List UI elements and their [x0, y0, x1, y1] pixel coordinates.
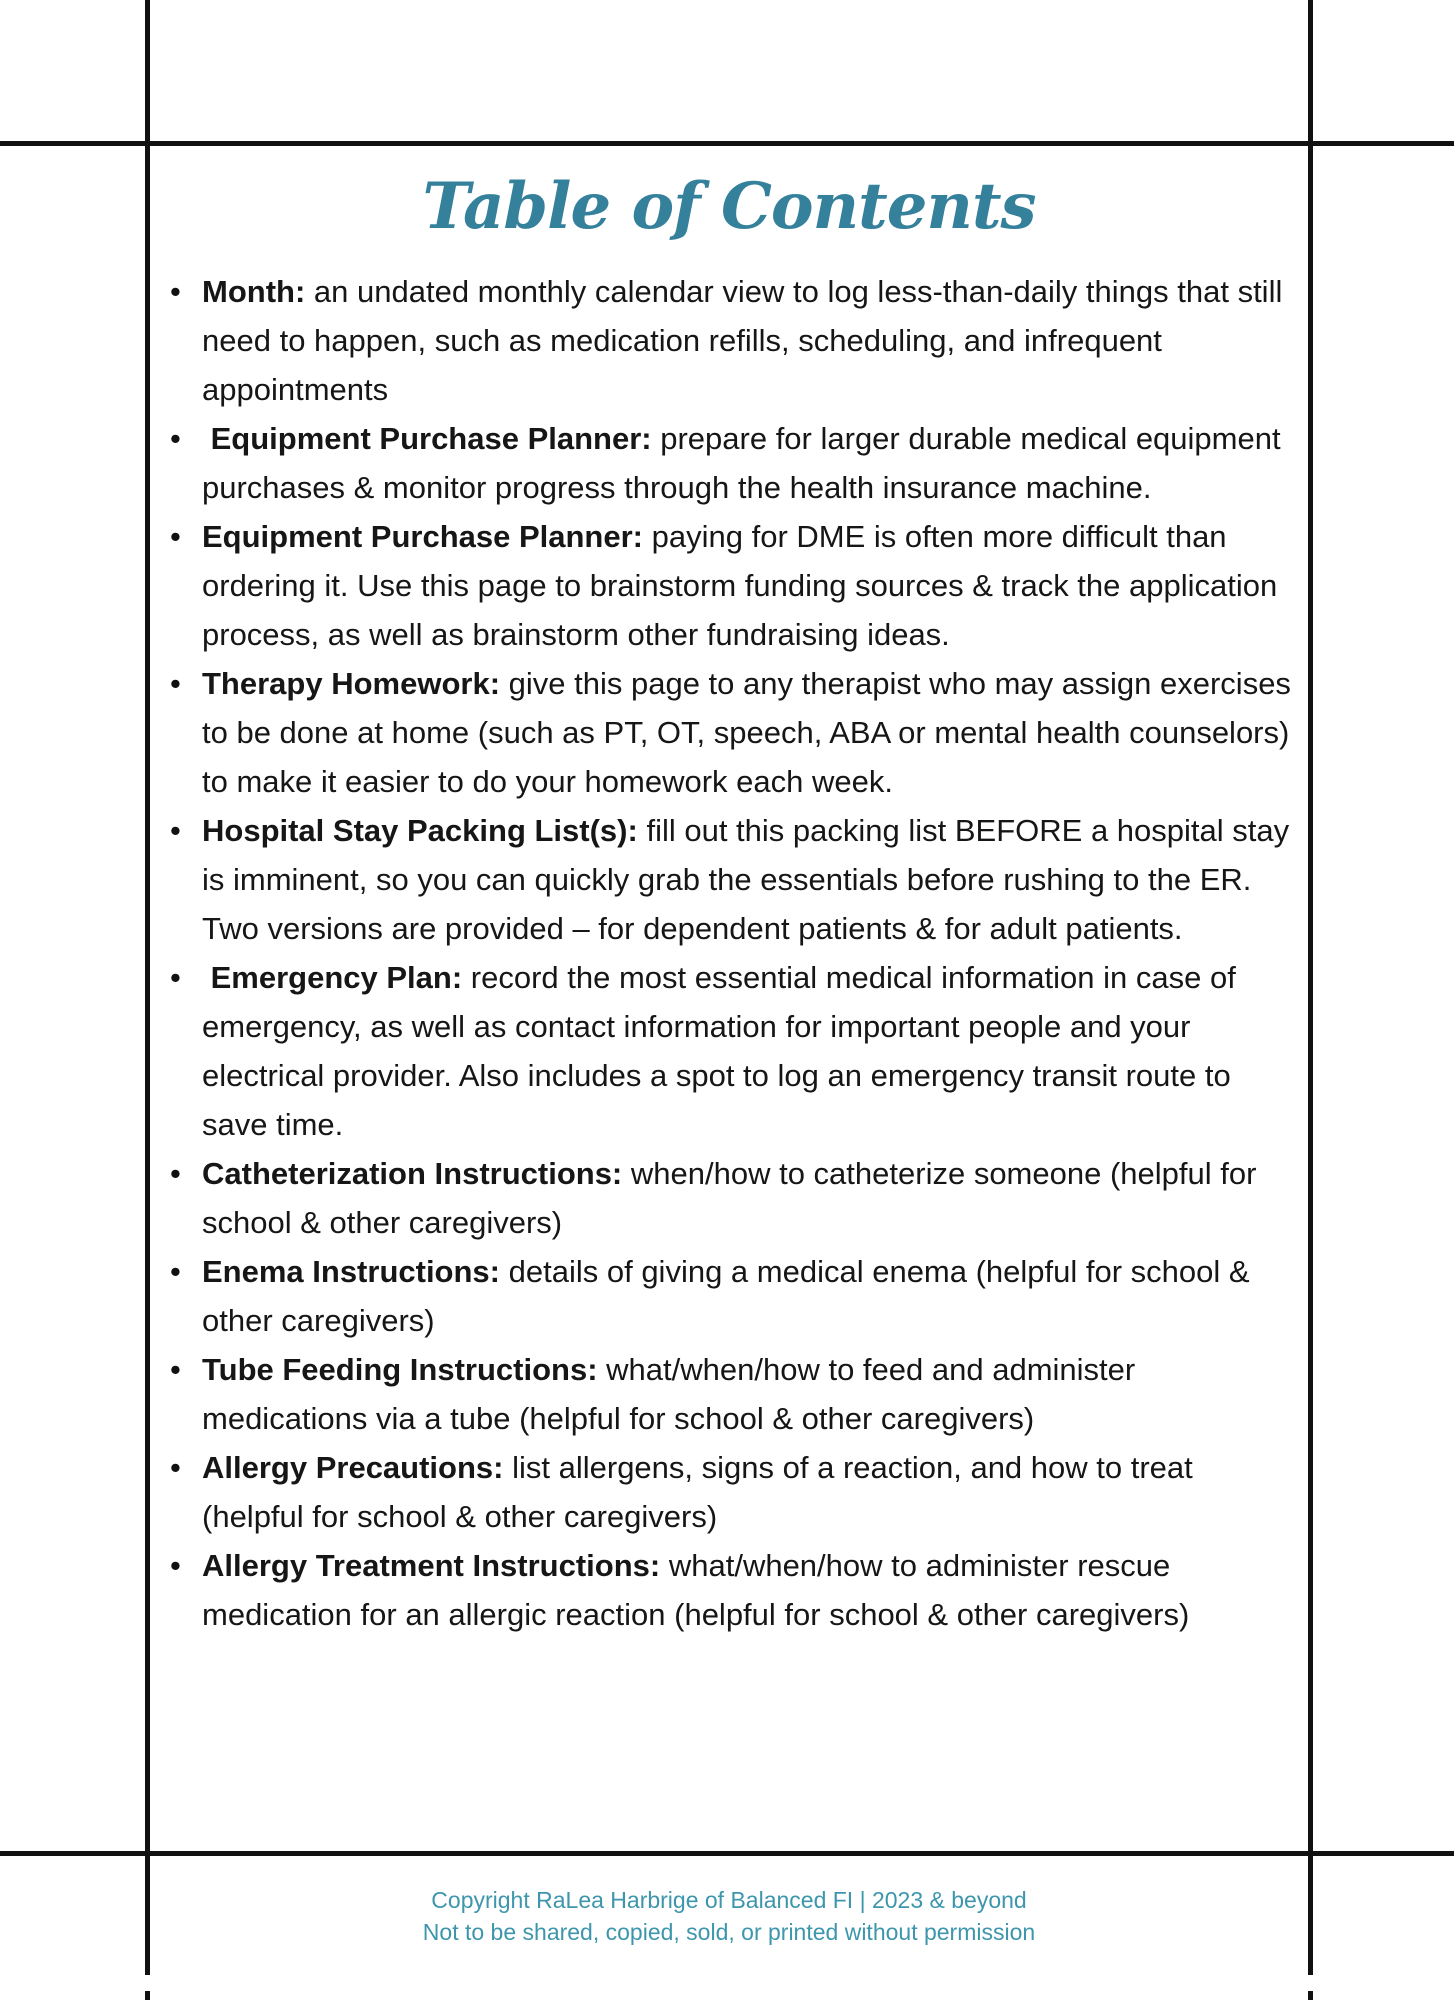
toc-item-heading: Hospital Stay Packing List(s): [202, 813, 638, 848]
toc-item [168, 659, 1298, 806]
toc-item [168, 1149, 1298, 1247]
toc-item-heading: Allergy Treatment Instructions: [202, 1548, 661, 1583]
toc-item-description: when/how to catheterize someone (helpful for school & other caregivers) [202, 1156, 1257, 1240]
frame-tick-left [145, 1991, 150, 2000]
copyright-footer [150, 1884, 1308, 1948]
toc-item-heading: Catheterization Instructions: [202, 1156, 623, 1191]
toc-item [168, 1247, 1298, 1345]
frame-tick-right [1308, 1991, 1313, 2000]
toc-item-description: what/when/how to feed and administer medications via a tube (helpful for school & other caregivers) [202, 1352, 1136, 1436]
frame-line-right [1308, 0, 1313, 1975]
page-content [150, 143, 1308, 1639]
toc-item-description: what/when/how to administer rescue medication for an allergic reaction (helpful for school & other caregivers) [202, 1548, 1190, 1632]
toc-item [168, 267, 1298, 414]
toc-item-heading: Allergy Precautions: [202, 1450, 504, 1485]
toc-item [168, 1541, 1298, 1639]
toc-item-heading: Equipment Purchase Planner: [202, 421, 652, 456]
toc-item-heading: Tube Feeding Instructions: [202, 1352, 598, 1387]
toc-item [168, 1345, 1298, 1443]
toc-list [150, 267, 1308, 1639]
toc-item-heading: Emergency Plan: [202, 960, 463, 995]
toc-item-heading: Equipment Purchase Planner: [202, 519, 643, 554]
toc-item [168, 953, 1298, 1149]
toc-item-description: details of giving a medical enema (helpful for school & other caregivers) [202, 1254, 1250, 1338]
toc-item-heading: Enema Instructions: [202, 1254, 500, 1289]
toc-item-description: paying for DME is often more difficult than ordering it. Use this page to brainstorm funding sources & track the application process, as well as brainstorm other fundraising ideas. [202, 519, 1278, 652]
toc-item-description: record the most essential medical information in case of emergency, as well as contact information for important people and your electrical provider. Also includes a spot to log an emergency transit route to save time. [202, 960, 1236, 1142]
frame-line-bottom [0, 1851, 1454, 1856]
copyright-line: Copyright RaLea Harbrige of Balanced FI | 2023 & beyond [431, 1887, 1027, 1913]
toc-item [168, 512, 1298, 659]
page-title: Table of Contents [422, 169, 1036, 244]
toc-item-heading: Therapy Homework: [202, 666, 501, 701]
toc-item-description: prepare for larger durable medical equipment purchases & monitor progress through the health insurance machine. [202, 421, 1281, 505]
toc-item-description: fill out this packing list BEFORE a hospital stay is imminent, so you can quickly grab the essentials before rushing to the ER. Two versions are provided – for dependent patients & for adult patients. [202, 813, 1290, 946]
toc-item-description: an undated monthly calendar view to log less-than-daily things that still need to happen, such as medication refills, scheduling, and infrequent appointments [202, 274, 1283, 407]
toc-item [168, 1443, 1298, 1541]
toc-item [168, 414, 1298, 512]
toc-item-heading: Month: [202, 274, 306, 309]
toc-item-description: list allergens, signs of a reaction, and how to treat (helpful for school & other caregivers) [202, 1450, 1193, 1534]
toc-item [168, 806, 1298, 953]
permission-line: Not to be shared, copied, sold, or printed without permission [422, 1919, 1036, 1945]
toc-item-description: give this page to any therapist who may assign exercises to be done at home (such as PT, OT, speech, ABA or mental health counselors) to make it easier to do your homework each week. [202, 666, 1291, 799]
